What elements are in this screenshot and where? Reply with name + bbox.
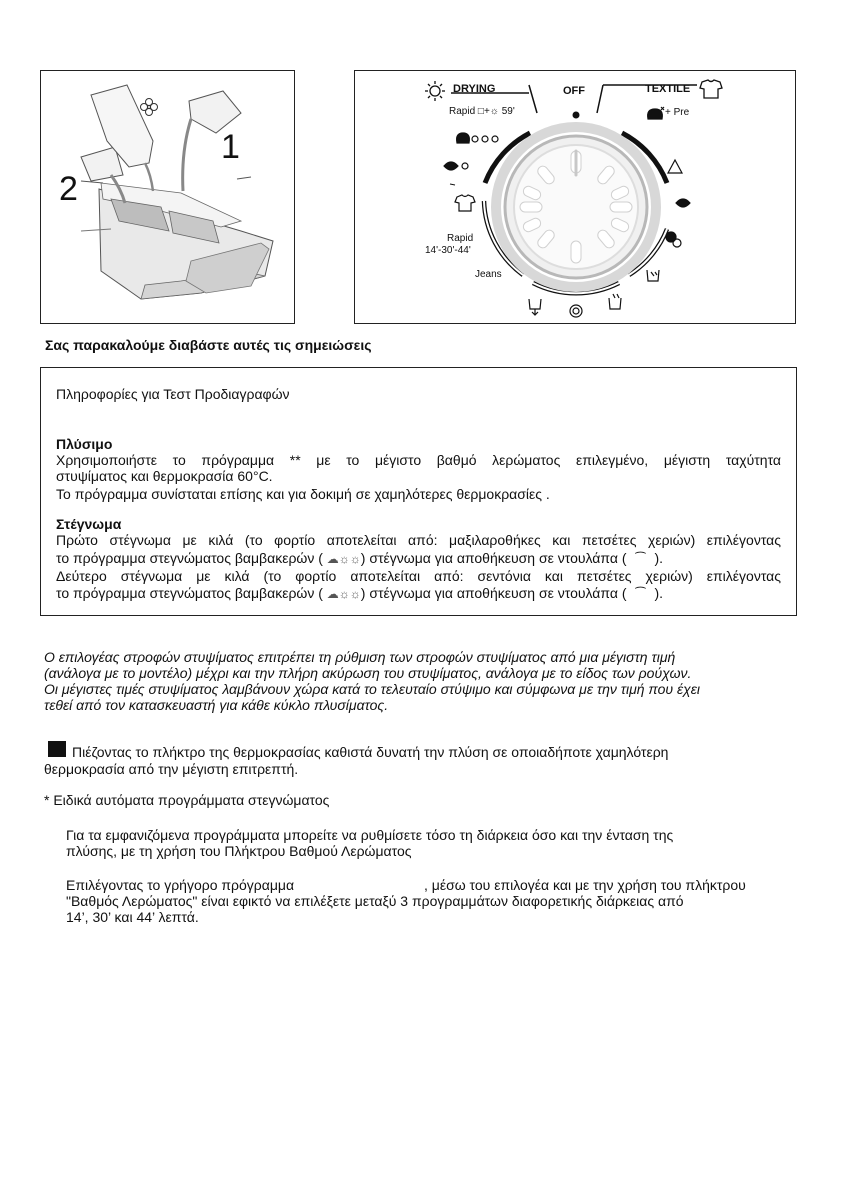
synthetic-wash-icon [668,160,682,173]
wash-line-3: Το πρόγραμμα συνίσταται επίσης και για δοκιμή σε χαμηλότερες θερμοκρασίες . [56,486,550,502]
notes-heading: Σας παρακαλούμε διαβάστε αυτές τις σημειώσεις [45,337,372,353]
rapid-dry-text: Rapid [449,106,476,117]
drying-label: DRYING [453,83,496,95]
off-indicator-dot [573,112,580,119]
dry-line-4 [56,585,663,602]
sun-icon [425,81,445,101]
dry-line-4-end: ). [654,585,664,601]
info-box-title: Πληροφορίες για Τεστ Προδιαγραφών [56,386,290,402]
dry-heading: Στέγνωμα [56,516,122,532]
textile-label: TEXTILE [645,83,691,95]
prewash-icon [648,107,664,119]
prewash-label: + Pre [665,107,690,118]
rapid-wash-times: 14'-30'-44' [425,245,471,256]
spin-line-2: (ανάλογα με το μοντέλο) μέχρι και την πλήρη ακύρωση του στυψίματος, ανάλογα με το είδος των ρούχων. [44,665,692,681]
temp-note-line-2: θερμοκρασία από την μέγιστη επιτρεπτή. [44,761,299,777]
dry-line-2 [56,550,663,567]
rapid-note-line-3: 14’, 30’ και 44’ λεπτά. [66,909,199,925]
spin-icon [570,305,582,317]
detergent-drawer-figure [40,70,295,324]
wool-icon [666,232,681,247]
handwash-icon [647,270,659,281]
soil-note-line-2: πλύσης, με τη χρήση του Πλήκτρου Βαθμού Λερώματος [66,843,412,859]
delicate-wash-icon [676,199,690,207]
compartment-label-2: 2 [59,170,78,208]
compartment-label-1: 1 [221,128,240,166]
cotton-cupboard-dry-icon: ☁☼☼ [326,552,361,566]
detergent-drawer-illustration [41,71,294,323]
temperature-key-square-icon [48,741,66,757]
cotton-cupboard-dry-icon-2: ☁☼☼ [326,587,361,601]
program-dial-illustration [355,71,795,323]
rinse-icon [609,294,621,309]
hanger-icon-2: ⁀ [635,587,646,601]
dry-line-2-end: ). [654,550,664,566]
rapid-wash-label: Rapid [447,233,474,244]
dry-line-3: Δεύτερο στέγνωμα με κιλά (το φορτίο αποτελείται από: σεντόνια και πετσέτες χεριών) επιλέγοντας [56,568,781,584]
rapid-note-line-1-end: , μέσω του επιλογέα και με την χρήση του πλήκτρου [424,877,746,893]
drain-icon [529,299,541,315]
dry-line-1: Πρώτο στέγνωμα με κιλά (το φορτίο αποτελείται από: μαξιλαροθήκες και πετσέτες χεριών) επιλέγοντας [56,532,781,548]
rapid-dry-symbols: □+☼ [477,106,499,117]
synthetic-dry-icon [444,162,468,170]
soil-note-line-1: Για τα εμφανιζόμενα προγράμματα μπορείτε να ρυθμίσετε τόσο τη διάρκεια όσο και την ένταση της [66,827,674,843]
wash-line-2: στυψίματος και θερμοκρασία 60°C. [56,468,273,484]
program-dial-figure [354,70,796,324]
softener-flower-icon [141,99,158,116]
dry-line-4-start: το πρόγραμμα στεγνώματος βαμβακερών ( [56,585,323,601]
spin-line-3: Οι μέγιστες τιμές στυψίματος λαμβάνουν χώρα κατά το τελευταίο στύψιμο και σύμφωνα με την τιμή που έχει [44,681,701,697]
rapid-dry-label [449,106,515,118]
off-label: OFF [563,85,585,97]
shirt-icon [700,80,722,98]
rapid-note-line-1-start: Επιλέγοντας το γρήγορο πρόγραμμα [66,877,295,893]
dry-line-2-start: το πρόγραμμα στεγνώματος βαμβακερών ( [56,550,323,566]
hanger-icon: ⁀ [635,552,646,566]
rapid-dry-time: 59' [501,106,515,117]
cotton-dry-icon [457,133,498,143]
wash-line-1: Χρησιμοποιήστε το πρόγραμμα ** με το μέγιστο βαθμό λερώματος επιλεγμένο, μέγιστη ταχύτητα [56,452,781,468]
rapid-note-line-2: "Βαθμός Λερώματος" είναι εφικτό να επιλέξετε μεταξύ 3 προγραμμάτων διαφορετικής διάρκειας από [66,893,684,909]
shirt-program-icon [455,195,475,211]
jeans-label: Jeans [475,269,502,280]
auto-programs-note: * Ειδικά αυτόματα προγράμματα στεγνώματος [44,792,330,808]
wash-heading: Πλύσιμο [56,436,113,452]
spin-line-4: τεθεί από τον κατασκευαστή για κάθε κύκλο πλυσίματος. [44,697,389,713]
spin-line-1: Ο επιλογέας στροφών στυψίματος επιτρέπει τη ρύθμιση των στροφών στυψίματος από μια μέγιστη τιμή [44,649,676,665]
temp-note-line-1: Πιέζοντας το πλήκτρο της θερμοκρασίας καθιστά δυνατή την πλύση σε οποιαδήποτε χαμηλότερη [72,744,669,760]
dry-line-4-mid: ) στέγνωμα για αποθήκευση σε ντουλάπα ( [360,585,627,601]
dry-line-2-mid: ) στέγνωμα για αποθήκευση σε ντουλάπα ( [360,550,627,566]
